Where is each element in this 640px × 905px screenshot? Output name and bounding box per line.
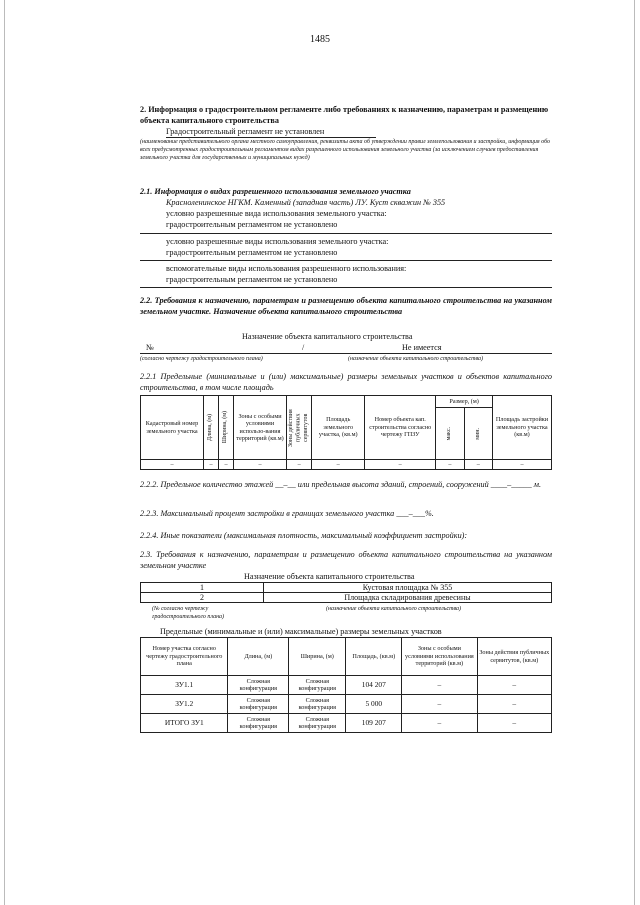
area-cell: 104 207 <box>346 676 402 695</box>
purpose-no: 1 <box>141 583 264 593</box>
purpose-name: Кустовая площадка № 355 <box>264 583 552 593</box>
s23-purpose-label: Назначение объекта капитального строительства <box>244 572 415 581</box>
width-cell: Сложная конфигурация <box>289 676 346 695</box>
length-cell: Сложная конфигурация <box>228 714 289 733</box>
s21-main-value: градостроительным регламентом не установлено <box>166 220 338 229</box>
scan-edge-left <box>4 0 5 905</box>
s21-aux-value: градостроительным регламентом не установлено <box>166 275 338 284</box>
th-object-no: Номер объекта кап. строительства согласно чертежу ГПЗУ <box>365 396 436 460</box>
divider <box>140 233 552 234</box>
regulation-note: (наименование представительного органа местного самоуправления, реквизиты акта об утверждении правил землепользования и застройки, информация обо всех предусмотренных градостроительным регламентом видах разрешенного использования земельного участка (за исключением случаев предоставления земельного участка для государственных и муниципальных нужд) <box>140 139 551 161</box>
servitude-cell: – <box>477 676 551 695</box>
cell: – <box>234 460 287 470</box>
zones-cell: – <box>402 714 477 733</box>
s22-purpose-value: Не имеется <box>402 343 442 352</box>
s21-title: 2.1. Информация о видах разрешенного использования земельного участка <box>140 187 411 196</box>
table-row <box>141 695 552 714</box>
s23-note-right: (назначение объекта капитального строительства) <box>326 606 462 612</box>
th-length: Длина, (м) <box>204 396 219 460</box>
s22-note-left: (согласно чертежу градостроительного плана) <box>140 356 263 362</box>
s222-text: 2.2.2. Предельное количество этажей __–__ или предельная высота зданий, строений, сооружений ____–_____ м. <box>140 480 542 489</box>
th-plot-no: Номер участка согласно чертежу градостроительного плана <box>141 638 228 676</box>
s22-no-label: № <box>146 343 154 352</box>
cell: – <box>464 460 492 470</box>
table-row <box>141 714 552 733</box>
th-build-area: Площадь застройки земельного участка (кв.м) <box>493 396 552 460</box>
th-zones: Зоны с особыми условиями использования территорий (кв.м) <box>402 638 477 676</box>
th-area: Площадь земельного участка, (кв.м) <box>312 396 365 460</box>
s221-table <box>140 395 552 470</box>
divider <box>140 260 552 261</box>
section-2-title: 2. Информация о градостроительном регламенте либо требованиях к назначению, параметрам и размещению объекта капитального строительства <box>140 105 549 125</box>
table-row <box>141 676 552 695</box>
cell: – <box>287 460 312 470</box>
th-width: Ширина, (м) <box>289 638 346 676</box>
s22-purpose-label: Назначение объекта капитального строительства <box>242 332 413 341</box>
th-min: мин. <box>464 408 492 460</box>
s223-text: 2.2.3. Максимальный процент застройки в границах земельного участка ___–___%. <box>140 509 434 518</box>
length-cell: Сложная конфигурация <box>228 676 289 695</box>
th-max: макс. <box>436 408 464 460</box>
s221-title: 2.2.1 Предельные (минимальные и (или) максимальные) размеры земельных участков и объектов капитального строительства, в том числе площадь <box>140 372 552 392</box>
s21-aux-label: вспомогательные виды использования разрешенного использования: <box>166 264 407 273</box>
s22-title: 2.2. Требования к назначению, параметрам и размещению объекта капитального строительства на указанном земельном участке. Назначение объекта капитального строительства <box>140 296 552 316</box>
purpose-no: 2 <box>141 593 264 603</box>
servitude-cell: – <box>477 695 551 714</box>
s21-location: Красноленинское НГКМ. Каменный (западная часть) ЛУ. Куст скважин № 355 <box>166 198 446 207</box>
cell: – <box>141 460 204 470</box>
zones-cell: – <box>402 695 477 714</box>
s23-sizes-table <box>140 637 552 733</box>
width-cell: Сложная конфигурация <box>289 714 346 733</box>
cell: – <box>365 460 436 470</box>
servitude-cell: – <box>477 714 551 733</box>
s21-cond-label: условно разрешенные виды использования земельного участка: <box>166 237 389 246</box>
regulation-status: Градостроительный регламент не установлен <box>166 126 376 138</box>
s21-cond-value: градостроительным регламентом не установлено <box>166 248 338 257</box>
s23-purpose-table <box>140 582 552 603</box>
s22-slash: / <box>302 343 305 352</box>
scan-edge-right <box>634 0 635 905</box>
area-cell: 109 207 <box>346 714 402 733</box>
s23-title: 2.3. Требования к назначению, параметрам и размещению объекта капитального строительства на указанном земельном участке <box>140 550 552 570</box>
s224-text: 2.2.4. Иные показатели (максимальная плотность, максимальный коэффициент застройки): <box>140 531 468 540</box>
th-length: Длина, (м) <box>228 638 289 676</box>
cell: – <box>436 460 464 470</box>
th-area: Площадь, (кв.м) <box>346 638 402 676</box>
length-cell: Сложная конфигурация <box>228 695 289 714</box>
plot-cell: ЗУ1.1 <box>141 676 228 695</box>
page-number: 1485 <box>310 34 330 45</box>
s22-note-right: (назначение объекта капитального строительства) <box>348 356 484 362</box>
plot-cell: ИТОГО ЗУ1 <box>141 714 228 733</box>
area-cell: 5 000 <box>346 695 402 714</box>
th-width: Ширина, (м) <box>219 396 234 460</box>
th-cadastral: Кадастровый номер земельного участка <box>141 396 204 460</box>
divider <box>140 287 552 288</box>
zones-cell: – <box>402 676 477 695</box>
th-servitude: Зоны действия публичных сервитутов <box>287 396 312 460</box>
width-cell: Сложная конфигурация <box>289 695 346 714</box>
cell: – <box>493 460 552 470</box>
s22-purpose-row <box>140 342 552 354</box>
plot-cell: ЗУ1.2 <box>141 695 228 714</box>
purpose-name: Площадка складирования древесины <box>264 593 552 603</box>
th-size: Размер, (м) <box>436 396 493 408</box>
s23-note-left: (№ согласно чертежу градостроительного плана) <box>152 606 225 620</box>
th-servitude: Зоны действия публичных сервитутов, (кв.м) <box>477 638 551 676</box>
cell: – <box>312 460 365 470</box>
cell: – <box>204 460 219 470</box>
cell: – <box>219 460 234 470</box>
s23-sizes-title: Предельные (минимальные и (или) максимальные) размеры земельных участков <box>160 627 442 636</box>
s21-main-label: условно разрешенные вида использования земельного участка: <box>166 209 387 218</box>
th-zones: Зоны с особыми условиями использо-вания территорий (кв.м) <box>234 396 287 460</box>
